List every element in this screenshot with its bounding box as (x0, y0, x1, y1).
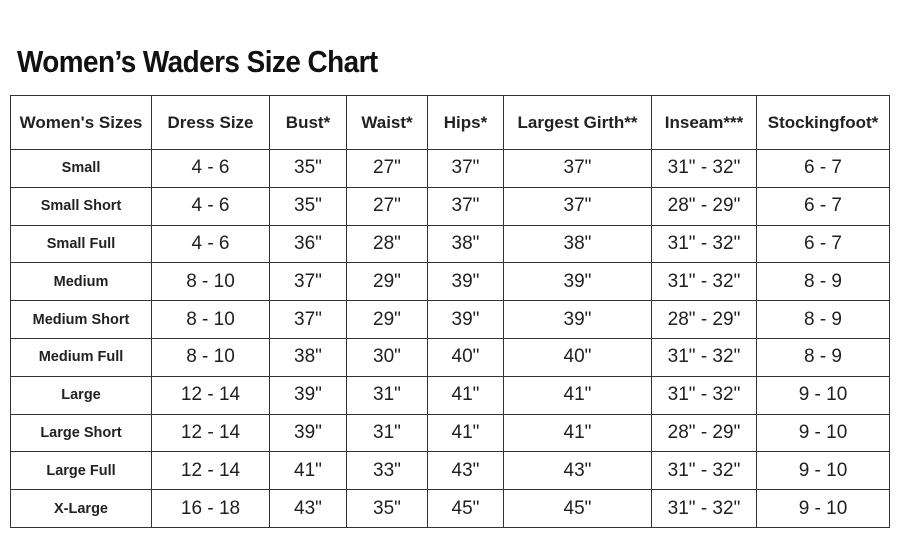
table-row (11, 376, 890, 414)
header-stockingfoot: Stockingfoot* (757, 96, 890, 150)
header-inseam: Inseam*** (652, 96, 757, 150)
cell-inseam: 31" - 32" (652, 225, 757, 263)
cell-size: Medium Full (11, 338, 152, 376)
table-row (11, 225, 890, 263)
cell-stockingfoot: 9 - 10 (757, 490, 890, 528)
header-womens-sizes: Women's Sizes (11, 96, 152, 150)
cell-size: Large Short (11, 414, 152, 452)
cell-largest-girth: 45" (504, 490, 652, 528)
cell-inseam: 31" - 32" (652, 263, 757, 301)
cell-size: Small Short (11, 187, 152, 225)
cell-inseam: 28" - 29" (652, 414, 757, 452)
cell-waist: 28" (347, 225, 428, 263)
table-row (11, 490, 890, 528)
cell-inseam: 31" - 32" (652, 150, 757, 188)
cell-largest-girth: 38" (504, 225, 652, 263)
cell-waist: 33" (347, 452, 428, 490)
cell-dress-size: 4 - 6 (152, 225, 270, 263)
cell-largest-girth: 40" (504, 338, 652, 376)
header-waist: Waist* (347, 96, 428, 150)
cell-stockingfoot: 8 - 9 (757, 301, 890, 339)
page-title: Women’s Waders Size Chart (17, 44, 378, 79)
cell-bust: 35" (270, 150, 347, 188)
cell-dress-size: 12 - 14 (152, 376, 270, 414)
cell-waist: 29" (347, 263, 428, 301)
table-row (11, 263, 890, 301)
cell-dress-size: 12 - 14 (152, 452, 270, 490)
cell-stockingfoot: 6 - 7 (757, 150, 890, 188)
cell-dress-size: 12 - 14 (152, 414, 270, 452)
cell-inseam: 31" - 32" (652, 490, 757, 528)
cell-stockingfoot: 9 - 10 (757, 452, 890, 490)
cell-bust: 37" (270, 301, 347, 339)
cell-dress-size: 8 - 10 (152, 263, 270, 301)
table-row (11, 338, 890, 376)
header-hips: Hips* (428, 96, 504, 150)
cell-waist: 27" (347, 187, 428, 225)
cell-waist: 30" (347, 338, 428, 376)
table-row (11, 187, 890, 225)
cell-waist: 31" (347, 414, 428, 452)
cell-inseam: 31" - 32" (652, 452, 757, 490)
table-row (11, 301, 890, 339)
cell-inseam: 28" - 29" (652, 187, 757, 225)
cell-hips: 39" (428, 301, 504, 339)
cell-hips: 39" (428, 263, 504, 301)
table-row (11, 150, 890, 188)
cell-bust: 38" (270, 338, 347, 376)
cell-largest-girth: 41" (504, 414, 652, 452)
cell-size: Large Full (11, 452, 152, 490)
cell-bust: 39" (270, 376, 347, 414)
cell-inseam: 28" - 29" (652, 301, 757, 339)
cell-size: Small (11, 150, 152, 188)
cell-hips: 37" (428, 187, 504, 225)
table-row (11, 414, 890, 452)
cell-largest-girth: 37" (504, 187, 652, 225)
cell-waist: 31" (347, 376, 428, 414)
cell-largest-girth: 37" (504, 150, 652, 188)
header-largest-girth: Largest Girth** (504, 96, 652, 150)
cell-stockingfoot: 6 - 7 (757, 187, 890, 225)
cell-bust: 41" (270, 452, 347, 490)
cell-size: Large (11, 376, 152, 414)
cell-waist: 29" (347, 301, 428, 339)
cell-hips: 45" (428, 490, 504, 528)
cell-bust: 39" (270, 414, 347, 452)
cell-hips: 41" (428, 414, 504, 452)
cell-dress-size: 16 - 18 (152, 490, 270, 528)
cell-dress-size: 8 - 10 (152, 301, 270, 339)
cell-size: Medium (11, 263, 152, 301)
cell-bust: 37" (270, 263, 347, 301)
header-bust: Bust* (270, 96, 347, 150)
cell-size: X-Large (11, 490, 152, 528)
cell-stockingfoot: 6 - 7 (757, 225, 890, 263)
cell-stockingfoot: 8 - 9 (757, 338, 890, 376)
cell-hips: 40" (428, 338, 504, 376)
cell-bust: 35" (270, 187, 347, 225)
cell-dress-size: 4 - 6 (152, 150, 270, 188)
cell-hips: 38" (428, 225, 504, 263)
cell-largest-girth: 39" (504, 301, 652, 339)
cell-bust: 43" (270, 490, 347, 528)
cell-dress-size: 4 - 6 (152, 187, 270, 225)
table-body (11, 150, 890, 528)
cell-stockingfoot: 9 - 10 (757, 414, 890, 452)
cell-largest-girth: 43" (504, 452, 652, 490)
cell-largest-girth: 39" (504, 263, 652, 301)
table-row (11, 452, 890, 490)
header-row (11, 96, 890, 150)
cell-waist: 27" (347, 150, 428, 188)
cell-size: Small Full (11, 225, 152, 263)
header-dress-size: Dress Size (152, 96, 270, 150)
table-header (11, 96, 890, 150)
cell-inseam: 31" - 32" (652, 338, 757, 376)
cell-bust: 36" (270, 225, 347, 263)
cell-hips: 37" (428, 150, 504, 188)
cell-dress-size: 8 - 10 (152, 338, 270, 376)
size-chart-table (10, 95, 890, 528)
cell-waist: 35" (347, 490, 428, 528)
cell-hips: 43" (428, 452, 504, 490)
cell-inseam: 31" - 32" (652, 376, 757, 414)
cell-stockingfoot: 8 - 9 (757, 263, 890, 301)
cell-stockingfoot: 9 - 10 (757, 376, 890, 414)
cell-size: Medium Short (11, 301, 152, 339)
cell-hips: 41" (428, 376, 504, 414)
cell-largest-girth: 41" (504, 376, 652, 414)
